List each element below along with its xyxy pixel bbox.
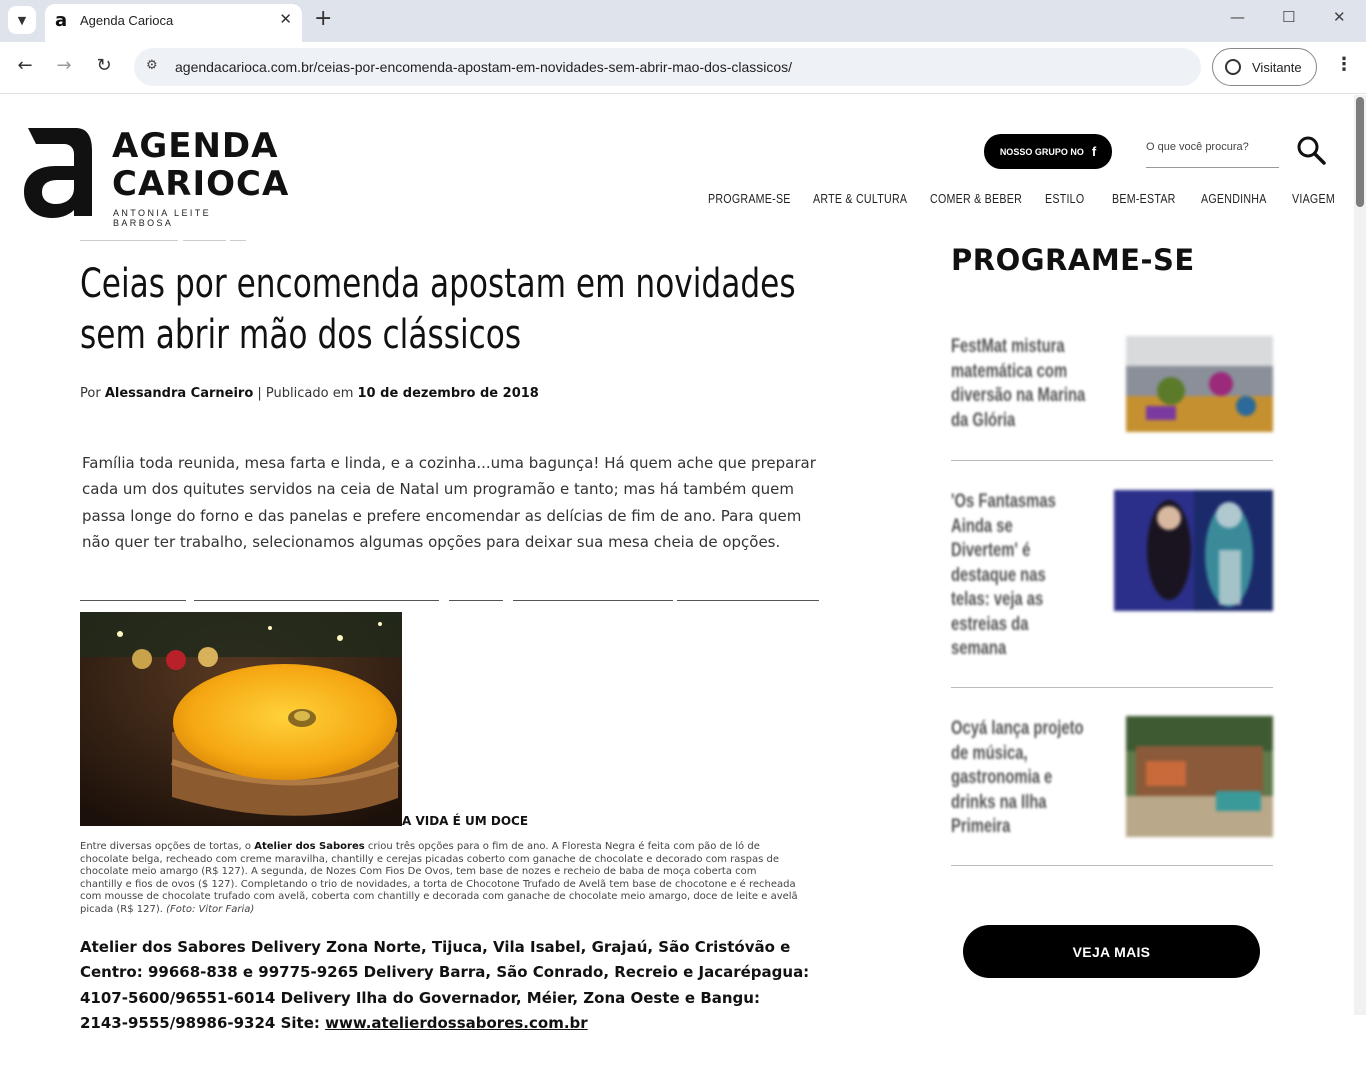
divider xyxy=(677,600,819,601)
nav-item-estilo[interactable]: ESTILO xyxy=(1045,191,1085,206)
sidebar-item-thumbnail[interactable] xyxy=(1114,490,1273,611)
facebook-group-button[interactable] xyxy=(984,134,1112,169)
reload-icon[interactable]: ↻ xyxy=(96,55,112,76)
browser-tab-strip xyxy=(0,0,1366,42)
browser-tab-active[interactable] xyxy=(45,4,302,42)
sidebar-item-title[interactable]: 'Os Fantasmas Ainda se Divertem' é destaque nas telas: veja as estreias da semana xyxy=(951,491,1056,659)
logo-wordmark xyxy=(112,127,289,203)
site-settings-icon[interactable]: ⚙ xyxy=(146,58,158,73)
divider xyxy=(183,240,226,241)
nav-item-programe-se[interactable]: PROGRAME-SE xyxy=(708,191,791,206)
divider xyxy=(449,600,503,601)
profile-avatar-icon xyxy=(1225,59,1241,75)
product-description xyxy=(80,841,800,917)
byline-prefix: Por xyxy=(80,386,101,401)
published-prefix: | Publicado em xyxy=(257,386,354,401)
page-viewport xyxy=(0,95,1354,1068)
forward-arrow-icon[interactable]: → xyxy=(56,55,72,76)
nav-item-comer-beber[interactable]: COMER & BEBER xyxy=(930,191,1023,206)
sidebar-heading: PROGRAME-SE xyxy=(951,243,1195,277)
description-body: criou três opções para o fim de ano. A Floresta Negra é feita com pão de ló de chocolate belga, recheado com creme maravilha, chantilly e cerejas picadas coberto com ganache de chocolate e decorado com raspas de chocolate meio amargo (R$ 127). A segunda, de Nozes Com Fios De Ovos, tem base de nozes e recheio de baba de moça coberta com chantilly e fios de ovos ($ 127). Completando o trio de novidades, a torta de Chocotone Trufado de Avelã tem base de chocotone e é recheada com mousse de chocolate trufado com avelã, coberta com chantilly e decorada com ganache de chocolate meio amargo, doce de leite e avelã picada (R$ 127). xyxy=(80,841,798,915)
cake-photo xyxy=(80,612,402,826)
contact-site-link[interactable]: www.atelierdossabores.com.br xyxy=(325,1014,588,1033)
sidebar-item-thumbnail[interactable] xyxy=(1126,336,1273,432)
nav-item-arte-cultura[interactable]: ARTE & CULTURA xyxy=(813,191,908,206)
divider xyxy=(951,687,1273,688)
tab-title: Agenda Carioca xyxy=(80,13,174,28)
contact-info xyxy=(80,935,810,1037)
divider xyxy=(951,460,1273,461)
article-title: Ceias por encomenda apostam em novidades sem abrir mão dos clássicos xyxy=(80,261,796,358)
facebook-icon: f xyxy=(1091,144,1097,159)
scrollbar-thumb[interactable] xyxy=(1356,97,1364,207)
window-close-icon[interactable]: ✕ xyxy=(1333,8,1346,26)
author-name[interactable]: Alessandra Carneiro xyxy=(104,386,254,401)
minimize-icon[interactable]: — xyxy=(1230,8,1245,26)
see-more-button[interactable]: VEJA MAIS xyxy=(963,925,1260,978)
description-brand: Atelier dos Sabores xyxy=(254,841,365,852)
photo-credit: (Foto: Vitor Faria) xyxy=(166,903,255,915)
description-prefix: Entre diversas opções de tortas, o xyxy=(80,841,252,852)
nav-item-agendinha[interactable]: AGENDINHA xyxy=(1201,191,1267,206)
divider xyxy=(80,600,186,601)
photo-caption-title: A VIDA É UM DOCE xyxy=(402,814,529,828)
site-logo[interactable] xyxy=(24,122,290,228)
site-favicon-icon: a xyxy=(55,10,68,31)
profile-button[interactable] xyxy=(1212,48,1317,86)
article-lead: Família toda reunida, mesa farta e linda, e a cozinha...uma bagunça! Há quem ache que preparar cada um dos quitutes servidos na ceia de Natal um programão e tanto; mas há também quem passa longe do forno e das panelas e prefere encomendar as delícias de fim de ano. Para quem não quer ter trabalho, selecionamos algumas opções para deixar sua mesa cheia de opções. xyxy=(82,454,816,552)
divider xyxy=(194,600,439,601)
divider xyxy=(80,240,178,241)
maximize-icon[interactable]: ☐ xyxy=(1282,8,1296,26)
article-byline xyxy=(80,386,539,401)
logo-line-1: AGENDA xyxy=(112,126,279,166)
page-scrollbar[interactable] xyxy=(1354,95,1366,1015)
divider xyxy=(230,240,246,241)
sidebar-item-title[interactable]: Ocyá lança projeto de música, gastronomia e drinks na Ilha Primeira xyxy=(951,718,1084,837)
address-toolbar xyxy=(0,42,1366,94)
nav-item-bem-estar[interactable]: BEM-ESTAR xyxy=(1112,191,1176,206)
tab-search-chevron-icon[interactable]: ▼ xyxy=(8,6,36,34)
sidebar-item-thumbnail[interactable] xyxy=(1126,716,1273,837)
address-bar[interactable] xyxy=(134,48,1201,86)
facebook-group-label: NOSSO GRUPO NO xyxy=(999,146,1084,157)
publish-date: 10 de dezembro de 2018 xyxy=(357,386,539,401)
back-arrow-icon[interactable]: ← xyxy=(17,55,33,76)
browser-menu-icon[interactable]: ⋮ xyxy=(1335,54,1353,75)
new-tab-icon[interactable]: + xyxy=(314,6,333,31)
url-text[interactable]: agendacarioca.com.br/ceias-por-encomenda-apostam-em-novidades-sem-abrir-mao-dos-classicos/ xyxy=(175,59,793,75)
search-input[interactable] xyxy=(1146,141,1276,153)
profile-label: Visitante xyxy=(1252,60,1302,75)
divider xyxy=(951,865,1273,866)
logo-subtitle: ANTONIA LEITE BARBOSA xyxy=(113,208,212,228)
sidebar-item-title[interactable]: FestMat mistura matemática com diversão na Marina da Glória xyxy=(951,336,1086,431)
tab-close-icon[interactable]: ✕ xyxy=(279,10,292,28)
logo-line-2: CARIOCA xyxy=(112,164,290,204)
logo-a-mark-icon xyxy=(24,122,94,218)
search-icon[interactable] xyxy=(1296,135,1326,165)
search-field[interactable] xyxy=(1146,135,1279,168)
nav-item-viagem[interactable]: VIAGEM xyxy=(1292,191,1335,206)
divider xyxy=(513,600,673,601)
contact-text: Atelier dos Sabores Delivery Zona Norte, Tijuca, Vila Isabel, Grajaú, São Cristóvão e Centro: 99668-838 e 99775-9265 Delivery Barra, São Conrado, Recreio e Jacarépagua: 4107-5600/96551-6014 Delivery Ilha do Governador, Méier, Zona Oeste e Bangu: 2143-9555/98986-9324 Site: xyxy=(80,938,810,1033)
